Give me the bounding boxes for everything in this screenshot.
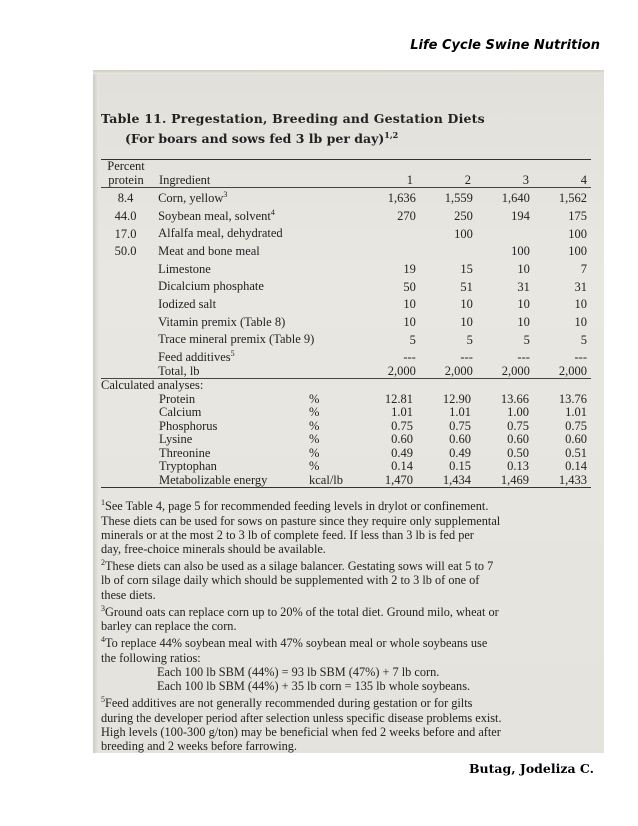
- ingredient-unit: [314, 294, 359, 312]
- footer-author: Butag, Jodeliza C.: [468, 761, 594, 776]
- total-value: 2,000: [501, 363, 530, 378]
- ingredient-value: 5: [409, 332, 416, 347]
- ingredient-name: [150, 276, 314, 294]
- rule-bottom: [101, 487, 591, 488]
- ingredient-name-text: Feed additives: [158, 350, 231, 365]
- analysis-row: [101, 406, 591, 420]
- header-diet-3: 3: [522, 172, 529, 187]
- analysis-value: 0.75: [449, 418, 471, 433]
- analysis-value: 1,433: [558, 472, 587, 487]
- ingredient-unit: [314, 276, 359, 294]
- header-diet-4: 4: [580, 172, 587, 187]
- analysis-value: 13.76: [558, 391, 587, 406]
- ingredient-value: ---: [403, 350, 416, 365]
- ingredient-footnote-ref: 3: [223, 190, 228, 200]
- ingredient-value: 270: [397, 208, 416, 223]
- ingredient-value: [359, 223, 416, 241]
- analysis-value: 0.60: [391, 432, 413, 447]
- ingredient-protein: [101, 276, 150, 294]
- ingredient-unit: [314, 206, 359, 224]
- footnote-text: See Table 4, page 5 for recommended feeding levels in drylot or confinement.: [105, 499, 489, 514]
- footnotes: [101, 496, 586, 753]
- analyses-label: Calculated analyses:: [101, 378, 204, 393]
- footnote-text: To replace 44% soybean meal with 47% soybean meal or whole soybeans use: [105, 636, 488, 651]
- ingredient-unit: [314, 223, 359, 241]
- total-unit: [314, 365, 359, 379]
- ingredient-name-text: Corn, yellow: [158, 191, 224, 206]
- analysis-value: 0.49: [391, 445, 413, 460]
- ingredient-value: 10: [460, 297, 473, 312]
- ingredient-value: 1,562: [558, 191, 587, 206]
- header-ingredient: Ingredient: [159, 172, 211, 187]
- ingredient-protein: [101, 347, 150, 365]
- analysis-name: Protein: [159, 391, 196, 406]
- ingredient-name-text: Trace mineral premix (Table 9): [158, 332, 315, 347]
- analysis-unit: %: [309, 405, 320, 420]
- total-blank: [101, 365, 150, 379]
- table-subtitle: [125, 127, 591, 147]
- ingredient-name-text: Iodized salt: [158, 297, 217, 312]
- analysis-value: 0.49: [449, 445, 471, 460]
- analyses-label-row: [101, 379, 591, 393]
- footnote-line: [101, 556, 586, 573]
- ingredient-protein: 8.4: [117, 191, 134, 206]
- ingredient-name: [150, 347, 314, 365]
- footnote-number: 5: [101, 695, 105, 705]
- ingredient-protein: [101, 329, 150, 347]
- header-diet-1: 1: [406, 172, 413, 187]
- ingredient-row: [101, 276, 591, 294]
- ingredient-name: [150, 223, 314, 241]
- ingredient-protein: 17.0: [114, 226, 137, 241]
- footnote-line: [101, 602, 586, 619]
- ingredient-name-text: Vitamin premix (Table 8): [158, 314, 286, 329]
- ingredient-value: ---: [517, 350, 530, 365]
- footnote-text: Ground oats can replace corn up to 20% of the total diet. Ground milo, wheat or: [105, 604, 499, 619]
- ingredient-row: [101, 241, 591, 259]
- analysis-value: 0.75: [507, 418, 529, 433]
- ingredient-protein: [101, 312, 150, 330]
- ingredient-unit: [314, 347, 359, 365]
- ingredient-value: 1,640: [501, 191, 530, 206]
- footnote-line: These diets can be used for sows on pasture since they require only supplemental: [101, 513, 501, 528]
- ingredient-protein: [101, 294, 150, 312]
- footnote-ratio-line: Each 100 lb SBM (44%) = 93 lb SBM (47%) + 7 lb corn.: [157, 664, 440, 679]
- table-subtitle-text: (For boars and sows fed 3 lb per day): [125, 131, 385, 147]
- analyses-table: [101, 379, 591, 487]
- footnote-line: High levels (100-300 g/ton) may be beneficial when fed 2 weeks before and after: [101, 724, 501, 739]
- analysis-blank: [101, 406, 151, 420]
- scan-edge-top: [93, 70, 604, 74]
- analysis-value: 0.15: [449, 459, 471, 474]
- ingredient-value: 100: [568, 244, 587, 259]
- analysis-value: 0.13: [507, 459, 529, 474]
- analysis-unit: kcal/lb: [309, 472, 344, 487]
- analysis-unit: %: [309, 459, 320, 474]
- footnote-line: minerals or at the most 2 to 3 lb of complete feed. If less than 3 lb is fed per: [101, 527, 474, 542]
- ingredient-name: [150, 294, 314, 312]
- header-diet-2: 2: [464, 172, 471, 187]
- total-value: 2,000: [444, 363, 473, 378]
- ingredient-value: 31: [574, 279, 587, 294]
- footnote-line: lb of corn silage daily which should be supplemented with 2 to 3 lb of one of: [101, 573, 480, 588]
- ingredient-value: 175: [568, 208, 587, 223]
- ingredient-row: [101, 188, 591, 206]
- ingredient-name: [150, 241, 314, 259]
- ingredient-value: [359, 241, 416, 259]
- ingredient-protein: 50.0: [114, 244, 137, 259]
- analysis-name: Threonine: [159, 445, 211, 460]
- ingredient-name: [150, 312, 314, 330]
- ingredient-value: 100: [511, 244, 530, 259]
- ingredient-name-text: Soybean meal, solvent: [158, 208, 271, 223]
- analysis-row: [101, 393, 591, 407]
- ingredient-value: 10: [517, 261, 530, 276]
- ingredient-value: 1,636: [387, 191, 416, 206]
- ingredient-name-text: Alfalfa meal, dehydrated: [158, 226, 283, 241]
- footnote-number: 3: [101, 603, 105, 613]
- ingredient-value: 10: [403, 297, 416, 312]
- analysis-unit: %: [309, 418, 320, 433]
- analysis-value: 1,470: [384, 472, 413, 487]
- scanned-page: [93, 70, 604, 753]
- ingredient-value: [473, 223, 530, 241]
- ingredient-name: [150, 206, 314, 224]
- analysis-row: [101, 474, 591, 488]
- ingredient-unit: [314, 241, 359, 259]
- ingredient-value: 7: [580, 261, 587, 276]
- analysis-name: Calcium: [159, 405, 202, 420]
- diet-table: [101, 160, 591, 187]
- analysis-value: 1.01: [391, 405, 413, 420]
- footnote-number: 2: [101, 558, 105, 568]
- footnote-ratio-line: Each 100 lb SBM (44%) + 35 lb corn = 135 lb whole soybeans.: [157, 679, 471, 694]
- ingredient-value: 194: [511, 208, 530, 223]
- ingredient-footnote-ref: 5: [230, 349, 235, 359]
- analysis-value: 12.90: [442, 391, 471, 406]
- footnote-line: breeding and 2 weeks before farrowing.: [101, 738, 297, 753]
- analysis-value: 12.81: [384, 391, 413, 406]
- analysis-row: [101, 433, 591, 447]
- ingredient-value: 31: [517, 279, 530, 294]
- header-percent: Percent: [107, 159, 145, 174]
- ingredient-value: 19: [403, 261, 416, 276]
- footnote-line: these diets.: [101, 587, 156, 602]
- footnote-line: day, free-choice minerals should be available.: [101, 541, 326, 556]
- total-label: Total, lb: [158, 363, 200, 378]
- ingredient-name-text: Dicalcium phosphate: [158, 279, 264, 294]
- ingredient-protein: [101, 259, 150, 277]
- analysis-row: [101, 447, 591, 461]
- ingredient-value: 10: [517, 314, 530, 329]
- footnote-line: the following ratios:: [101, 650, 201, 665]
- footnote-line: [101, 633, 586, 650]
- analysis-name: Metabolizable energy: [159, 472, 268, 487]
- ingredient-row: [101, 347, 591, 365]
- analysis-value: 0.75: [565, 418, 587, 433]
- analysis-value: 0.60: [507, 432, 529, 447]
- ingredient-value: 10: [574, 297, 587, 312]
- table-content: [101, 110, 591, 753]
- analysis-blank: [101, 393, 151, 407]
- ingredient-value: ---: [574, 350, 587, 365]
- header-title: Life Cycle Swine Nutrition: [410, 38, 600, 53]
- analysis-value: 0.60: [449, 432, 471, 447]
- ingredient-row: [101, 259, 591, 277]
- ingredient-footnote-ref: 4: [270, 207, 275, 217]
- ingredient-unit: [314, 312, 359, 330]
- header-row-percent: [101, 160, 591, 174]
- ingredient-value: 5: [523, 332, 530, 347]
- header-row-protein: [101, 174, 591, 188]
- analysis-name: Lysine: [159, 432, 193, 447]
- ingredient-value: 100: [454, 226, 473, 241]
- analysis-value: 1,469: [500, 472, 529, 487]
- ingredient-value: 100: [568, 226, 587, 241]
- ingredient-value: 1,559: [444, 191, 473, 206]
- ingredient-protein: 44.0: [114, 208, 137, 223]
- ingredient-value: 10: [517, 297, 530, 312]
- footnote-text: Feed additives are not generally recommended during gestation or for gilts: [105, 696, 473, 711]
- ingredient-name: [150, 188, 314, 206]
- ingredient-unit: [314, 188, 359, 206]
- analysis-unit: %: [309, 445, 320, 460]
- analysis-unit: %: [309, 432, 320, 447]
- ingredient-row: [101, 294, 591, 312]
- ingredient-value: 250: [454, 208, 473, 223]
- ingredient-name: [150, 259, 314, 277]
- ingredient-value: 51: [460, 279, 473, 294]
- analysis-value: 0.60: [565, 432, 587, 447]
- footnote-line: barley can replace the corn.: [101, 619, 237, 634]
- scan-edge-left: [93, 70, 99, 753]
- analysis-value: 0.50: [507, 445, 529, 460]
- ingredient-value: 15: [460, 261, 473, 276]
- analysis-blank: [101, 420, 151, 434]
- ingredient-value: 5: [466, 332, 473, 347]
- analysis-value: 1.00: [507, 405, 529, 420]
- footnote-line: [101, 693, 586, 710]
- footnote-text: These diets can also be used as a silage balancer. Gestating sows will eat 5 to 7: [105, 559, 494, 574]
- ingredient-row: [101, 223, 591, 241]
- analysis-value: 0.51: [565, 445, 587, 460]
- analysis-blank: [101, 433, 151, 447]
- analysis-value: 1.01: [565, 405, 587, 420]
- analysis-row: [101, 460, 591, 474]
- table-subtitle-sup: 1,2: [384, 130, 399, 140]
- footnote-line: [101, 496, 586, 513]
- ingredient-name-text: Meat and bone meal: [158, 244, 260, 259]
- analysis-name: Phosphorus: [159, 418, 218, 433]
- footnote-number: 4: [101, 635, 105, 645]
- ingredient-table: [101, 188, 591, 378]
- ingredient-row: [101, 312, 591, 330]
- ingredient-unit: [314, 329, 359, 347]
- analysis-blank: [101, 474, 151, 488]
- ingredient-value: 10: [574, 314, 587, 329]
- analysis-value: 1,434: [442, 472, 471, 487]
- ingredient-value: [416, 241, 473, 259]
- footnote-line: during the developer period after selection unless specific disease problems exist.: [101, 710, 502, 725]
- header-protein: protein: [108, 172, 144, 187]
- ingredient-unit: [314, 259, 359, 277]
- table-title: Table 11. Pregestation, Breeding and Gestation Diets: [101, 111, 485, 126]
- ingredient-row: [101, 206, 591, 224]
- analysis-value: 1.01: [449, 405, 471, 420]
- ingredient-value: ---: [460, 350, 473, 365]
- analysis-value: 0.75: [391, 418, 413, 433]
- ingredient-name-text: Limestone: [158, 261, 211, 276]
- ingredient-value: 10: [460, 314, 473, 329]
- analysis-unit: %: [309, 391, 320, 406]
- ingredient-row: [101, 329, 591, 347]
- footnote-number: 1: [101, 498, 105, 508]
- analysis-name: Tryptophan: [159, 459, 217, 474]
- total-value: 2,000: [558, 363, 587, 378]
- analysis-value: 0.14: [391, 459, 413, 474]
- analysis-blank: [101, 447, 151, 461]
- total-value: 2,000: [387, 363, 416, 378]
- analysis-value: 0.14: [565, 459, 587, 474]
- analysis-value: 13.66: [500, 391, 529, 406]
- ingredient-value: 50: [403, 279, 416, 294]
- analysis-blank: [101, 460, 151, 474]
- ingredient-name: [150, 329, 314, 347]
- ingredient-value: 5: [580, 332, 587, 347]
- total-row: [101, 365, 591, 379]
- ingredient-value: 10: [403, 314, 416, 329]
- analysis-row: [101, 420, 591, 434]
